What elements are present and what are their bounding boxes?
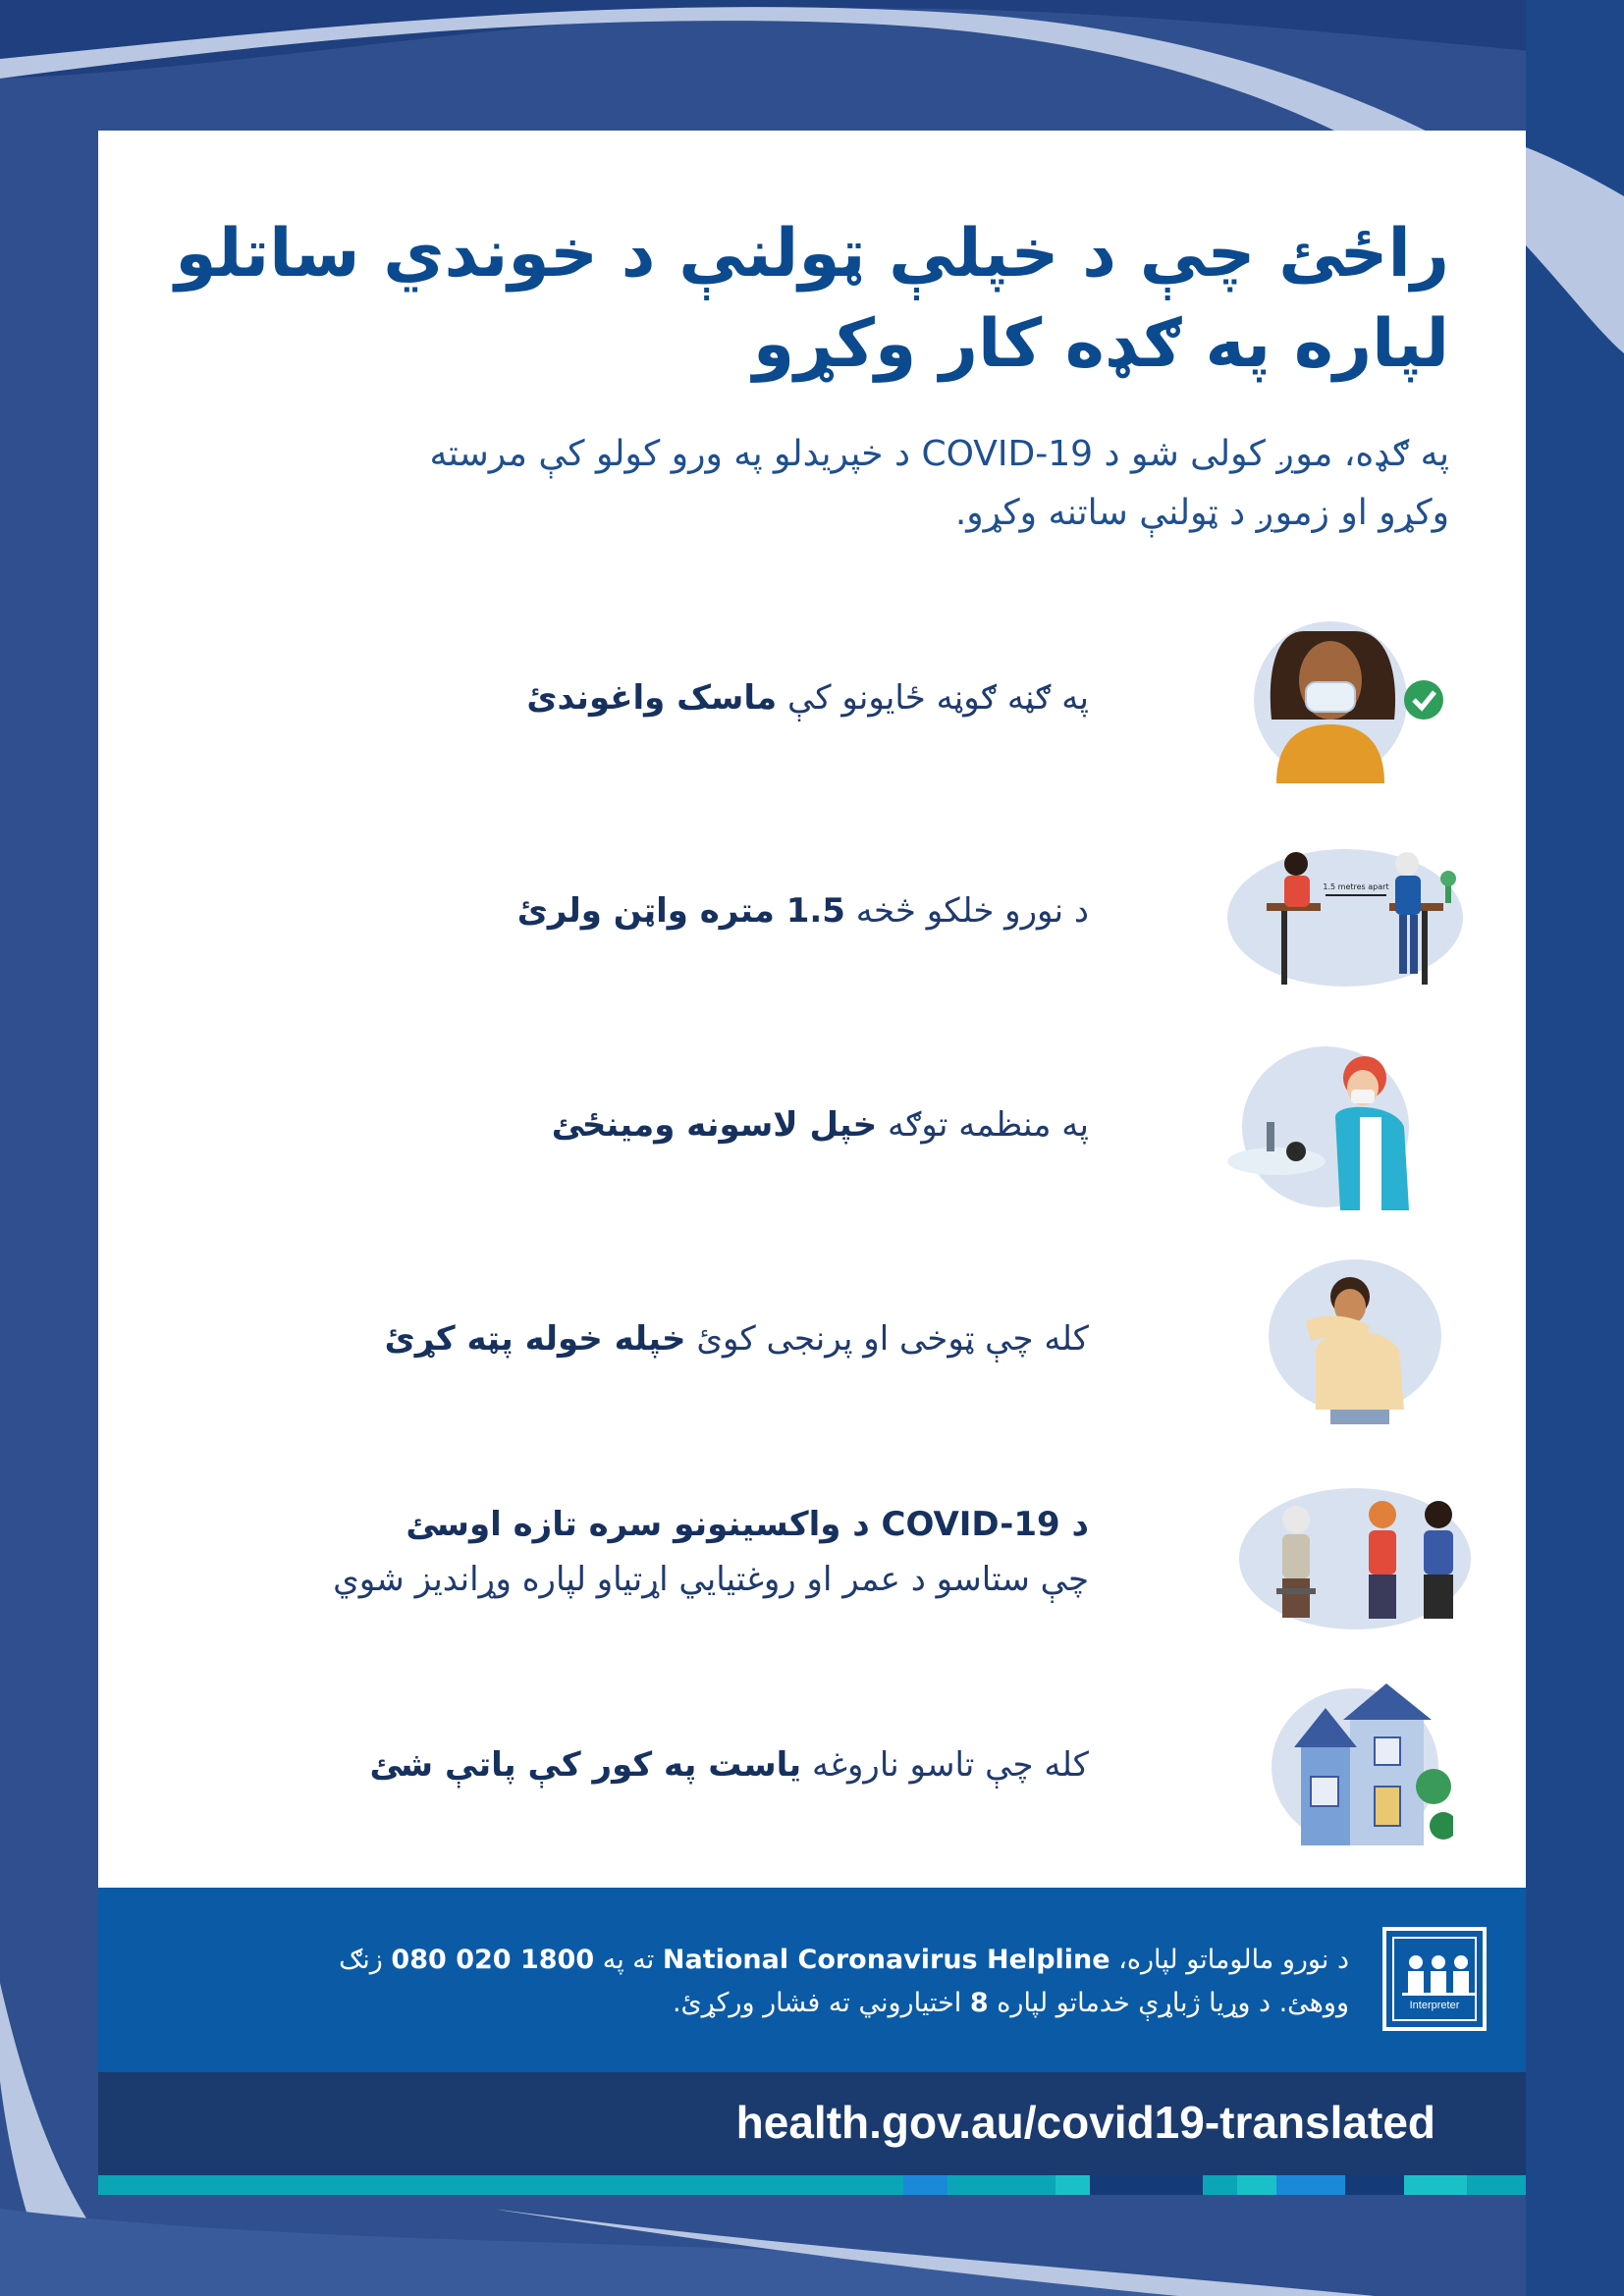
- tip-plain: په منظمه توګه: [877, 1104, 1089, 1145]
- tip-bold: 1.5 متره واټن ولرئ: [516, 890, 845, 931]
- helpline-text: [137, 1939, 1349, 2025]
- tip-text: [118, 1679, 1089, 1850]
- tip-plain: کله چې تاسو ناروغه: [801, 1744, 1089, 1785]
- option-number: 8: [969, 1988, 989, 2018]
- helpline-footer: [98, 1888, 1526, 2072]
- title-line-1: راځئ چې د خپلې ټولنې د خوندي ساتلو: [175, 215, 1449, 293]
- interpreter-label: Interpreter: [1409, 2000, 1460, 2011]
- tip-text: [118, 1466, 1089, 1637]
- masked-woman-icon: [1159, 612, 1453, 783]
- tip-text: [118, 1253, 1089, 1424]
- page-title: [175, 209, 1449, 390]
- tip-text: [118, 612, 1089, 783]
- content-card: [98, 131, 1526, 1888]
- tip-bold: ماسک واغوندئ: [526, 677, 778, 718]
- helpline-text-part: ووهئ. د وړیا ژباړې خدماتو لپاره: [988, 1988, 1349, 2018]
- tip-line-2: چې ستاسو د عمر او روغتیایي اړتیاو لپاره وړاندیز شوي: [333, 1559, 1089, 1599]
- helpline-text-part: د نورو مالوماتو لپاره،: [1110, 1945, 1349, 1975]
- house-icon: [1159, 1679, 1453, 1850]
- tip-plain: کله چې ټوخی او پرنجی کوئ: [685, 1318, 1089, 1359]
- decorative-stripe: [98, 2175, 1526, 2195]
- intro-line-1: په ګډه، موږ کولی شو د COVID-19 د خپریدلو په ورو کولو کې مرسته: [429, 434, 1449, 474]
- interpreter-figures-icon: [1394, 1949, 1483, 2007]
- hand-washing-icon: [1159, 1039, 1453, 1210]
- tip-stay-home: [98, 1679, 1526, 1850]
- intro-line-2: وکړو او زموږ د ټولنې ساتنه وکړو.: [954, 493, 1449, 533]
- tip-plain: د نورو خلکو څخه: [844, 890, 1089, 931]
- tip-text: [118, 1039, 1089, 1210]
- tip-bold: د COVID-19 د واکسینونو سره تازه اوسئ: [406, 1504, 1089, 1544]
- tip-distance: [98, 825, 1526, 996]
- helpline-name: National Coronavirus Helpline: [662, 1945, 1110, 1975]
- tip-vaccines: [98, 1466, 1526, 1637]
- tip-cover-cough: [98, 1253, 1526, 1424]
- intro-text: [147, 425, 1449, 543]
- social-distance-icon: [1159, 825, 1483, 996]
- helpline-text-part: ته په: [594, 1945, 663, 1975]
- helpline-text-part: اختیاروني ته فشار ورکړئ.: [672, 1988, 970, 2018]
- title-line-2: لپاره په ګډه کار وکړو: [752, 305, 1449, 383]
- tip-bold: یاست په کور کې پاتې شئ: [369, 1744, 802, 1785]
- vaccination-icon: [1159, 1466, 1492, 1637]
- interpreter-icon: [1382, 1927, 1487, 2031]
- tip-bold: خپله خوله پټه کړئ: [384, 1318, 686, 1359]
- tip-text: [118, 825, 1089, 996]
- helpline-number: 1800 020 080: [391, 1945, 595, 1975]
- helpline-text-part: زنګ: [339, 1945, 392, 1975]
- tip-mask: [98, 612, 1526, 783]
- url-bar: [98, 2072, 1526, 2175]
- tip-wash-hands: [98, 1039, 1526, 1210]
- website-link[interactable]: health.gov.au/covid19-translated: [735, 2097, 1435, 2148]
- distance-label: 1.5 metres apart: [1323, 882, 1389, 891]
- tip-bold: خپل لاسونه ومینځئ: [551, 1104, 878, 1145]
- tip-plain: په ګڼه ګوڼه ځایونو کې: [777, 677, 1089, 718]
- cough-elbow-icon: [1159, 1253, 1453, 1424]
